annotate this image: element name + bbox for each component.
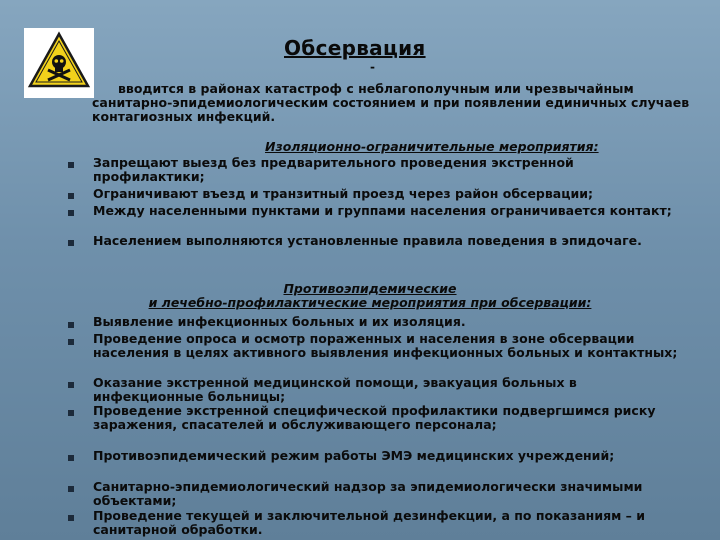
- section2-heading-line2: и лечебно-профилактические мероприятия при обсервации:: [148, 295, 592, 310]
- section2-heading-line1: Противоэпидемические: [283, 281, 457, 296]
- skull-warning-icon: [24, 28, 94, 98]
- square-bullet-icon: [68, 339, 74, 345]
- square-bullet-icon: [68, 322, 74, 328]
- square-bullet-icon: [68, 210, 74, 216]
- square-bullet-icon: [68, 193, 74, 199]
- list-item: Оказание экстренной медицинской помощи, эвакуация больных в инфекционные больницы;: [93, 375, 577, 404]
- page-title: Обсервация: [284, 36, 426, 60]
- section2-heading: [110, 282, 630, 310]
- list-item: Проведение экстренной специфической профилактики подвергшимся риску заражения, спасателей и обслуживающего персонала;: [93, 403, 656, 432]
- square-bullet-icon: [68, 455, 74, 461]
- list-item: Проведение текущей и заключительной дезинфекции, а по показаниям – и санитарной обработки.: [93, 508, 646, 537]
- square-bullet-icon: [68, 382, 74, 388]
- list-item: Противоэпидемический режим работы ЭМЭ медицинских учреждений;: [93, 448, 615, 463]
- intro-text: вводится в районах катастроф с неблагополучным или чрезвычайным санитарно-эпидемиологическим состоянием и при появлении единичных случаев контагиозных инфекций.: [92, 81, 690, 124]
- warning-sign: [24, 28, 94, 98]
- list-item: Выявление инфекционных больных и их изоляция.: [93, 314, 466, 329]
- square-bullet-icon: [68, 410, 74, 416]
- section1-heading: Изоляционно-ограничительные мероприятия:: [265, 139, 599, 154]
- list-item: Населением выполняются установленные правила поведения в эпидочаге.: [93, 233, 642, 248]
- title-dash: -: [370, 60, 375, 74]
- list-item: Санитарно-эпидемиологический надзор за эпидемиологически значимыми объектами;: [93, 479, 643, 508]
- list-item: Ограничивают въезд и транзитный проезд через район обсервации;: [93, 186, 594, 201]
- square-bullet-icon: [68, 515, 74, 521]
- square-bullet-icon: [68, 240, 74, 246]
- square-bullet-icon: [68, 162, 74, 168]
- square-bullet-icon: [68, 486, 74, 492]
- list-item: Запрещают выезд без предварительного проведения экстренной профилактики;: [93, 155, 574, 184]
- list-item: Между населенными пунктами и группами населения ограничивается контакт;: [93, 203, 672, 218]
- list-item: Проведение опроса и осмотр пораженных и населения в зоне обсервации населения в целях активного выявления инфекционных больных и контактных;: [93, 331, 678, 360]
